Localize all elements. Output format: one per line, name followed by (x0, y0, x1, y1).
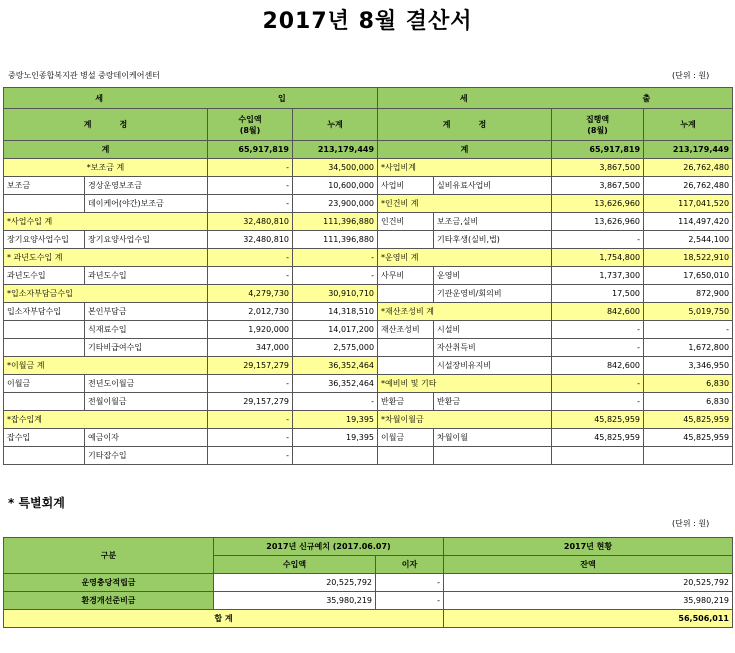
income-amount: 1,920,000 (208, 321, 293, 339)
expense-account-label: *사업비계 (378, 159, 552, 177)
expense-amount: 13,626,960 (552, 195, 644, 213)
income-total-cumulative: 213,179,449 (293, 141, 378, 159)
expense-cumulative: 26,762,480 (644, 159, 733, 177)
income-cumulative: 10,600,000 (293, 177, 378, 195)
income-amount: - (208, 249, 293, 267)
expense-cumulative: 17,650,010 (644, 267, 733, 285)
special-total-label: 합 계 (4, 610, 444, 628)
income-cumulative: 19,395 (293, 429, 378, 447)
income-category: 이월금 (4, 375, 85, 393)
income-item: 기타비급여수입 (85, 339, 208, 357)
expense-item: 기관운영비/회의비 (434, 285, 552, 303)
special-total-row (4, 610, 733, 628)
expense-amount: - (552, 231, 644, 249)
table-row (4, 303, 733, 321)
expense-cumulative: 26,762,480 (644, 177, 733, 195)
expense-total: 65,917,819 (552, 141, 644, 159)
expense-amount: 1,737,300 (552, 267, 644, 285)
table-row (4, 447, 733, 465)
expense-total-label: 계 (378, 141, 552, 159)
income-header-ip: 입 (278, 93, 286, 103)
income-category (4, 195, 85, 213)
settlement-table (3, 87, 733, 465)
expense-account-label: *예비비 및 기타 (378, 375, 552, 393)
expense-cumulative: 114,497,420 (644, 213, 733, 231)
income-category: 과년도수입 (4, 267, 85, 285)
expense-amount: 3,867,500 (552, 177, 644, 195)
income-amount: 32,480,810 (208, 231, 293, 249)
expense-amount: 1,754,800 (552, 249, 644, 267)
page-title: 2017년 8월 결산서 (262, 9, 473, 34)
expense-category: 사무비 (378, 267, 434, 285)
income-category (4, 393, 85, 411)
table-row (4, 267, 733, 285)
income-amount: 32,480,810 (208, 213, 293, 231)
expense-amount (552, 447, 644, 465)
income-amount: - (208, 411, 293, 429)
expense-category: 인건비 (378, 213, 434, 231)
special-income: 35,980,219 (214, 592, 376, 610)
expense-total-cumulative: 213,179,449 (644, 141, 733, 159)
expense-item: 시설비 (434, 321, 552, 339)
income-cumulative: 19,395 (293, 411, 378, 429)
expense-gye: 계 (442, 120, 451, 129)
income-category: 장기요양사업수입 (4, 231, 85, 249)
expense-amount: 3,867,500 (552, 159, 644, 177)
income-account-label: *보조금 계 (4, 159, 208, 177)
expense-cumulative: 5,019,750 (644, 303, 733, 321)
expense-item: 운영비 (434, 267, 552, 285)
special-gubun-header: 구분 (4, 538, 214, 574)
expense-cumulative: 2,544,100 (644, 231, 733, 249)
table-row (4, 321, 733, 339)
expense-amount-header: 집행액 (8월) (552, 109, 644, 141)
expense-account-label: *재산조성비 계 (378, 303, 552, 321)
income-amount: - (208, 159, 293, 177)
income-amount: - (208, 267, 293, 285)
expense-category: 사업비 (378, 177, 434, 195)
special-row-label: 환경개선준비금 (4, 592, 214, 610)
table-row (4, 213, 733, 231)
income-amount: 29,157,279 (208, 357, 293, 375)
income-total-label: 계 (4, 141, 208, 159)
expense-item: 보조금,실비 (434, 213, 552, 231)
income-amount: - (208, 447, 293, 465)
expense-cumulative: 6,830 (644, 375, 733, 393)
special-income-header: 수입액 (214, 556, 376, 574)
expense-amount: 45,825,959 (552, 411, 644, 429)
income-cumulative: 2,575,000 (293, 339, 378, 357)
income-amount-header: 수입액 (8월) (208, 109, 293, 141)
expense-cumulative-header: 누계 (644, 109, 733, 141)
expense-account-header (378, 109, 552, 141)
income-category (4, 321, 85, 339)
income-item: 과년도수입 (85, 267, 208, 285)
special-row-label: 운영충당적립금 (4, 574, 214, 592)
income-header (4, 88, 378, 109)
income-account-label: *잡수입계 (4, 411, 208, 429)
expense-item: 시설장비유지비 (434, 357, 552, 375)
income-cumulative: 30,910,710 (293, 285, 378, 303)
income-item: 전월이월금 (85, 393, 208, 411)
income-cumulative: - (293, 393, 378, 411)
special-income: 20,525,792 (214, 574, 376, 592)
expense-amount: 13,626,960 (552, 213, 644, 231)
expense-account-label: *인건비 계 (378, 195, 552, 213)
special-total-value: 56,506,011 (444, 610, 733, 628)
income-amount: 347,000 (208, 339, 293, 357)
expense-amount: 842,600 (552, 357, 644, 375)
table-row (4, 574, 733, 592)
expense-cumulative: 6,830 (644, 393, 733, 411)
income-category: 보조금 (4, 177, 85, 195)
expense-item: 기타후생(실비,법) (434, 231, 552, 249)
income-amount: - (208, 177, 293, 195)
income-cumulative: 36,352,464 (293, 375, 378, 393)
expense-amount: - (552, 321, 644, 339)
expense-jeong: 정 (478, 120, 487, 129)
expense-category (378, 339, 434, 357)
income-total: 65,917,819 (208, 141, 293, 159)
expense-cumulative (644, 447, 733, 465)
expense-account-label: *차월이월금 (378, 411, 552, 429)
income-category (4, 339, 85, 357)
income-account-label: *사업수입 계 (4, 213, 208, 231)
special-status-header: 2017년 현황 (444, 538, 733, 556)
table-row (4, 159, 733, 177)
income-item: 예금이자 (85, 429, 208, 447)
income-jeong: 정 (119, 120, 128, 129)
special-balance: 20,525,792 (444, 574, 733, 592)
income-item: 식재료수입 (85, 321, 208, 339)
table-row (4, 357, 733, 375)
table-row (4, 231, 733, 249)
income-item: 본인부담금 (85, 303, 208, 321)
expense-item: 자산취득비 (434, 339, 552, 357)
expense-category (378, 231, 434, 249)
income-cumulative: 34,500,000 (293, 159, 378, 177)
expense-category (378, 285, 434, 303)
income-item: 데이케어(야간)보조금 (85, 195, 208, 213)
income-item: 경상운영보조금 (85, 177, 208, 195)
expense-category (378, 357, 434, 375)
expense-cumulative: 872,900 (644, 285, 733, 303)
expense-amount: - (552, 339, 644, 357)
expense-cumulative: 45,825,959 (644, 429, 733, 447)
expense-amount: 17,500 (552, 285, 644, 303)
income-amount: 29,157,279 (208, 393, 293, 411)
income-amount: - (208, 375, 293, 393)
income-cumulative: 14,017,200 (293, 321, 378, 339)
special-interest-header: 이자 (376, 556, 444, 574)
unit-label-special: (단위 : 원) (672, 519, 710, 528)
expense-cumulative: 1,672,800 (644, 339, 733, 357)
income-category (4, 447, 85, 465)
special-balance-header: 잔액 (444, 556, 733, 574)
income-amount: - (208, 195, 293, 213)
special-new-header: 2017년 신규예치 (2017.06.07) (214, 538, 444, 556)
income-category: 잡수입 (4, 429, 85, 447)
income-account-header (4, 109, 208, 141)
expense-cumulative: 117,041,520 (644, 195, 733, 213)
expense-category: 이월금 (378, 429, 434, 447)
expense-category: 반환금 (378, 393, 434, 411)
income-cumulative: 111,396,880 (293, 231, 378, 249)
income-account-label: *이월금 계 (4, 357, 208, 375)
table-row (4, 429, 733, 447)
expense-category (378, 447, 434, 465)
table-row (4, 339, 733, 357)
table-row (4, 393, 733, 411)
special-account-heading: * 특별회계 (8, 496, 65, 510)
expense-amount: 842,600 (552, 303, 644, 321)
table-row (4, 285, 733, 303)
expense-cumulative: 18,522,910 (644, 249, 733, 267)
special-balance: 35,980,219 (444, 592, 733, 610)
income-cumulative: 111,396,880 (293, 213, 378, 231)
organization-name: 중랑노인종합복지관 병설 중랑데이케어센터 (8, 71, 160, 80)
table-row (4, 249, 733, 267)
income-cumulative: - (293, 267, 378, 285)
special-interest: - (376, 592, 444, 610)
expense-amount: - (552, 375, 644, 393)
income-amount: 2,012,730 (208, 303, 293, 321)
income-item: 전년도이월금 (85, 375, 208, 393)
expense-item: 차월이월 (434, 429, 552, 447)
special-account-table (3, 537, 733, 628)
income-cumulative: - (293, 249, 378, 267)
income-cumulative (293, 447, 378, 465)
income-cumulative: 23,900,000 (293, 195, 378, 213)
expense-category: 재산조성비 (378, 321, 434, 339)
expense-amount: 45,825,959 (552, 429, 644, 447)
table-row (4, 177, 733, 195)
income-account-label: * 과년도수입 계 (4, 249, 208, 267)
income-item: 장기요양사업수입 (85, 231, 208, 249)
table-row (4, 411, 733, 429)
expense-item (434, 447, 552, 465)
income-category: 입소자부담수입 (4, 303, 85, 321)
expense-header (378, 88, 733, 109)
income-cumulative: 14,318,510 (293, 303, 378, 321)
expense-cumulative: 3,346,950 (644, 357, 733, 375)
income-gye: 계 (83, 120, 92, 129)
income-cumulative-header: 누계 (293, 109, 378, 141)
unit-label: (단위 : 원) (672, 71, 710, 80)
table-row (4, 195, 733, 213)
table-row (4, 375, 733, 393)
expense-header-chul: 출 (642, 93, 651, 103)
income-cumulative: 36,352,464 (293, 357, 378, 375)
table-row (4, 592, 733, 610)
expense-header-se: 세 (459, 93, 468, 103)
income-header-se: 세 (95, 93, 104, 103)
income-amount: 4,279,730 (208, 285, 293, 303)
special-interest: - (376, 574, 444, 592)
income-amount: - (208, 429, 293, 447)
expense-amount: - (552, 393, 644, 411)
income-item: 기타잡수입 (85, 447, 208, 465)
expense-account-label: *운영비 계 (378, 249, 552, 267)
expense-item: 실비유료사업비 (434, 177, 552, 195)
expense-cumulative: - (644, 321, 733, 339)
expense-item: 반환금 (434, 393, 552, 411)
expense-cumulative: 45,825,959 (644, 411, 733, 429)
income-account-label: *입소자부담금수입 (4, 285, 208, 303)
